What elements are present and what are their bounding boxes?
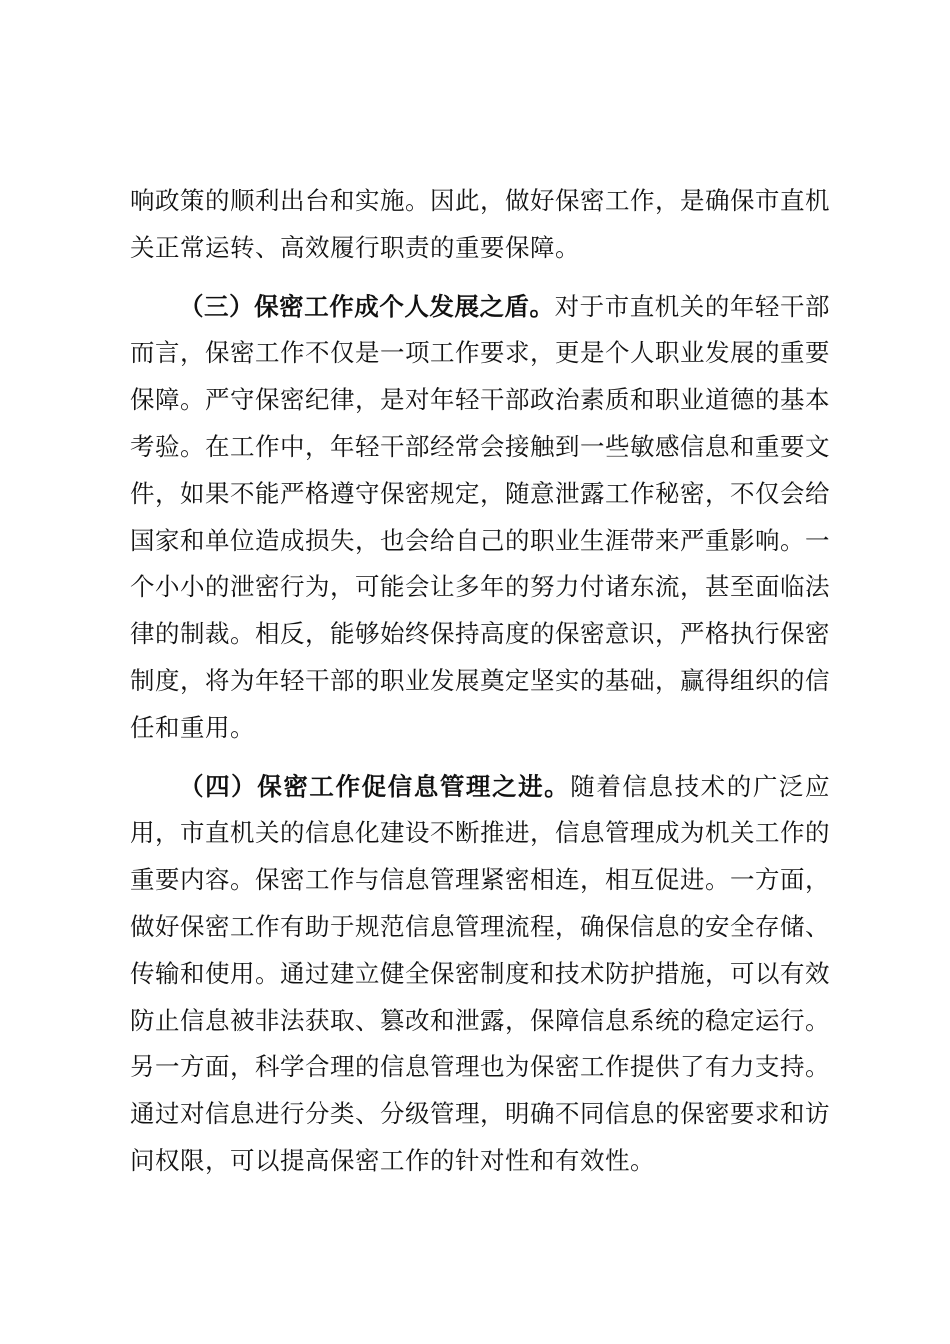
section-heading-3: （三）保密工作成个人发展之盾。: [179, 291, 555, 321]
paragraph-section-4: [130, 764, 830, 1185]
section-heading-4: （四）保密工作促信息管理之进。: [179, 771, 571, 801]
paragraph-continuation: [130, 178, 830, 272]
paragraph-text: 响政策的顺利出台和实施。因此，做好保密工作，是确保市直机关正常运转、高效履行职责的重要保障。: [130, 186, 830, 262]
paragraph-section-3: [130, 284, 830, 752]
paragraph-text: 随着信息技术的广泛应用，市直机关的信息化建设不断推进，信息管理成为机关工作的重要内容。保密工作与信息管理紧密相连，相互促进。一方面，做好保密工作有助于规范信息管理流程，确保信息的安全存储、传输和使用。通过建立健全保密制度和技术防护措施，可以有效防止信息被非法获取、篡改和泄露，保障信息系统的稳定运行。另一方面，科学合理的信息管理也为保密工作提供了有力支持。通过对信息进行分类、分级管理，明确不同信息的保密要求和访问权限，可以提高保密工作的针对性和有效性。: [130, 771, 830, 1175]
document-body: [130, 178, 830, 1185]
paragraph-text: 对于市直机关的年轻干部而言，保密工作不仅是一项工作要求，更是个人职业发展的重要保障。严守保密纪律，是对年轻干部政治素质和职业道德的基本考验。在工作中，年轻干部经常会接触到一些敏感信息和重要文件，如果不能严格遵守保密规定，随意泄露工作秘密，不仅会给国家和单位造成损失，也会给自己的职业生涯带来严重影响。一个小小的泄密行为，可能会让多年的努力付诸东流，甚至面临法律的制裁。相反，能够始终保持高度的保密意识，严格执行保密制度，将为年轻干部的职业发展奠定坚实的基础，赢得组织的信任和重用。: [130, 291, 831, 742]
